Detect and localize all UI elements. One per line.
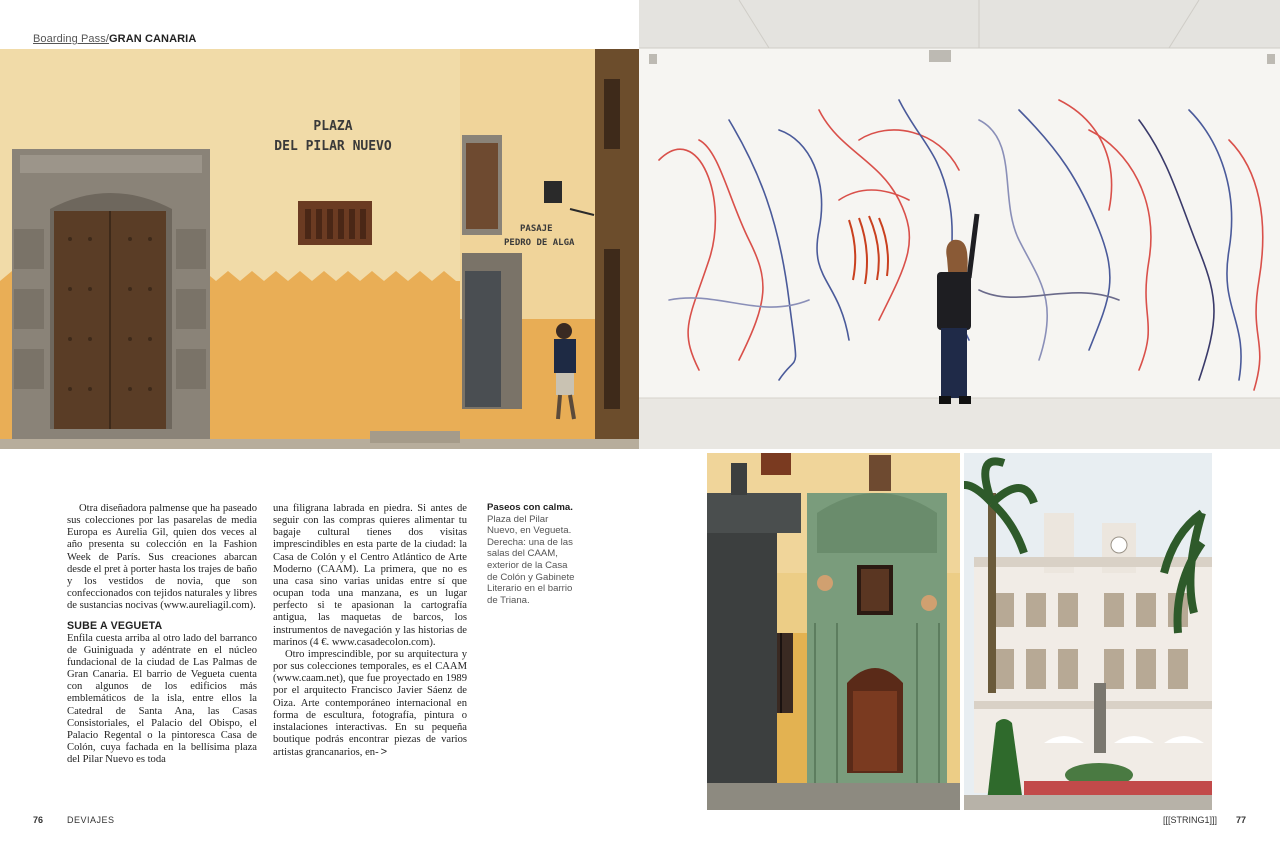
street-sign-line1: PASAJE xyxy=(520,224,553,234)
caption-text: Plaza del Pilar Nuevo, en Vegueta. Derecha: una de las salas del CAAM, exterior de la Casa de Colón y Gabinete Literario en el barrio de Triana. xyxy=(487,513,575,606)
page-number-left xyxy=(33,815,43,825)
section-header xyxy=(33,33,196,45)
article-column-2 xyxy=(273,503,467,759)
page-number-right-value: 77 xyxy=(1236,815,1247,825)
plaza-sign-line2: DEL PILAR NUEVO xyxy=(274,139,392,154)
gabinete-illustration xyxy=(964,453,1212,810)
paragraph-casa-colon: una filigrana labrada en piedra. Si antes de seguir con las compras quieres alimentar tu bagaje cultural tienes dos visitas imprescindibles en esta parte de la ciudad: la Casa de Colón y el Centro Atlántico de Arte Moderno (CAAM). La primera, que no es una casa sino varias unidas entre sí que ocupan toda una manzana, es un lugar perfecto si te apasionan la cartografía antigua, las maquetas de barcos, los instrumentos de navegación y las historias de marinos (4 €. www.casadecolon.com). xyxy=(273,503,467,648)
section-label: Boarding Pass/ xyxy=(33,33,109,45)
subheading-vegueta: SUBE A VEGUETA xyxy=(67,620,163,633)
magazine-name: DEVIAJES xyxy=(67,815,115,825)
paragraph-vegueta: Enfila cuesta arriba al otro lado del barranco de Guiniguada y adéntrate en el núcleo fundacional de la ciudad de Las Palmas de Gran Canaria. El barrio de Vegueta cuenta con algunos de los edificios más emblemáticos de la isla, entre ellos la Catedral de Santa Ana, las Casas Consistoriales, el Palacio del Obispo, el Palacio Regental o la pintoresca Casa de Colón, cuya fachada en la bellísima plaza del Pilar Nuevo es toda xyxy=(67,632,257,766)
casa-colon-illustration xyxy=(707,453,960,810)
destination-label: GRAN CANARIA xyxy=(109,33,197,45)
paragraph-caam xyxy=(273,649,467,759)
paragraph-caam-text: Otro imprescindible, por su arquitectura y por sus colecciones temporales, es el CAAM (www.caam.net), que fue proyectado en 1989 por el arquitecto Francisco Javier Sáenz de Oiza. Arte contemporáneo internacional en forma de escultura, fotografía, pintura o instalaciones interactivas. En su pequeña boutique podrás encontrar piezas de varios artistas grancanarios, en- xyxy=(273,648,467,759)
paragraph-aurelia-gil: Otra diseñadora palmense que ha paseado sus colecciones por las pasarelas de media Europa es Aurelia Gil, quien dos veces al año presenta su colección en la Fashion Week de París. Sus creaciones abarcan desde el pret à porter hasta los trajes de baño y los vestidos de novia, que son confeccionados con tejidos naturales y libres de sustancias nocivas (www.aureliagil.com). xyxy=(67,503,257,612)
photo-caption xyxy=(487,502,577,606)
page-number-right xyxy=(1236,815,1246,825)
casa-de-colon-photo xyxy=(707,453,960,810)
article-column-1 xyxy=(67,503,257,766)
footer-right-label: [[[STRING1]]] xyxy=(1163,815,1218,825)
plaza-sign-line1: PLAZA xyxy=(313,119,353,134)
plaza-sign xyxy=(263,117,403,157)
gabinete-literario-photo xyxy=(964,453,1212,810)
caption-title: Paseos con calma. xyxy=(487,502,573,513)
street-sign xyxy=(504,222,594,250)
plaza-pilar-nuevo-photo xyxy=(0,49,639,449)
gallery-illustration xyxy=(639,0,1280,449)
page-number-left-value: 76 xyxy=(33,815,44,825)
street-sign-line2: PEDRO DE ALGA xyxy=(504,238,575,248)
caam-gallery-photo xyxy=(639,0,1280,449)
continue-arrow-icon: > xyxy=(380,746,388,759)
